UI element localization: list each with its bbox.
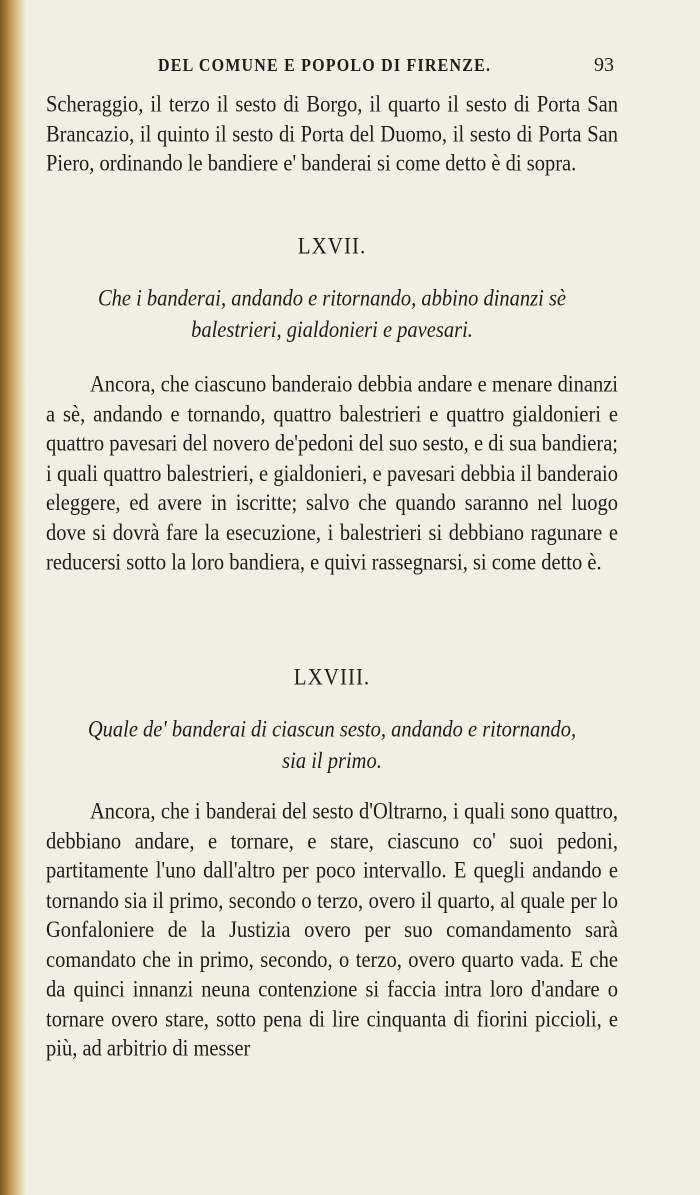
rubric-line: Quale de' banderai di ciascun sesto, andando e ritornando,: [87, 717, 577, 742]
rubric-line: sia il primo.: [282, 748, 382, 774]
section-number: LXVII.: [297, 232, 367, 259]
page-header: [46, 56, 618, 82]
section-number: LXVIII.: [293, 663, 371, 690]
section-rubric: [46, 714, 618, 777]
page-number: 93: [594, 54, 614, 76]
section-rubric: [46, 283, 618, 346]
book-spine-edge: [0, 0, 26, 1195]
section-body: Ancora, che i banderai del sesto d'Oltrarno, i quali sono quattro, debbiano andare, e tornare, e stare, ciascuno co' suoi pedoni, partitamente l'uno dall'altro per poco intervallo. E quegli andando e tornando sia il primo, secondo o terzo, overo il quarto, al quale per lo Gonfaloniere de la Justizia overo per suo comandamento sarà comandato che in primo, secondo, o terzo, overo quarto vada. E che da quinci innanzi neuna contenzione si faccia intra loro d'andare o tornare overo stare, sotto pena di lire cinquanta di fiorini piccioli, e più, ad arbitrio di messer: [46, 799, 618, 1062]
rubric-line: Che i banderai, andando e ritornando, abbino dinanzi sè: [97, 286, 567, 311]
running-title: DEL COMUNE E POPOLO DI FIRENZE.: [158, 56, 492, 76]
section-body: Ancora, che ciascuno banderaio debbia andare e menare dinanzi a sè, andando e tornando, quattro balestrieri e quattro gialdonieri e quattro pavesari del novero de'pedoni del suo sesto, e di sua bandiera; i quali quattro balestrieri, e gialdonieri, e pavesari debbia il banderaio eleggere, ed avere in iscritte; salvo che quando saranno nel luogo dove si dovrà fare la esecuzione, i balestrieri si debbiano ragunare e reducersi sotto la loro bandiera, e quivi rassegnarsi, si come detto è.: [46, 372, 618, 575]
rubric-line: balestrieri, gialdonieri e pavesari.: [191, 317, 473, 343]
opening-paragraph: Scheraggio, il terzo il sesto di Borgo, il quarto il sesto di Porta San Brancazio, il quinto il sesto di Porta del Duomo, il sesto di Porta San Piero, ordinando le bandiere e' banderai si come detto è di sopra.: [46, 92, 618, 177]
